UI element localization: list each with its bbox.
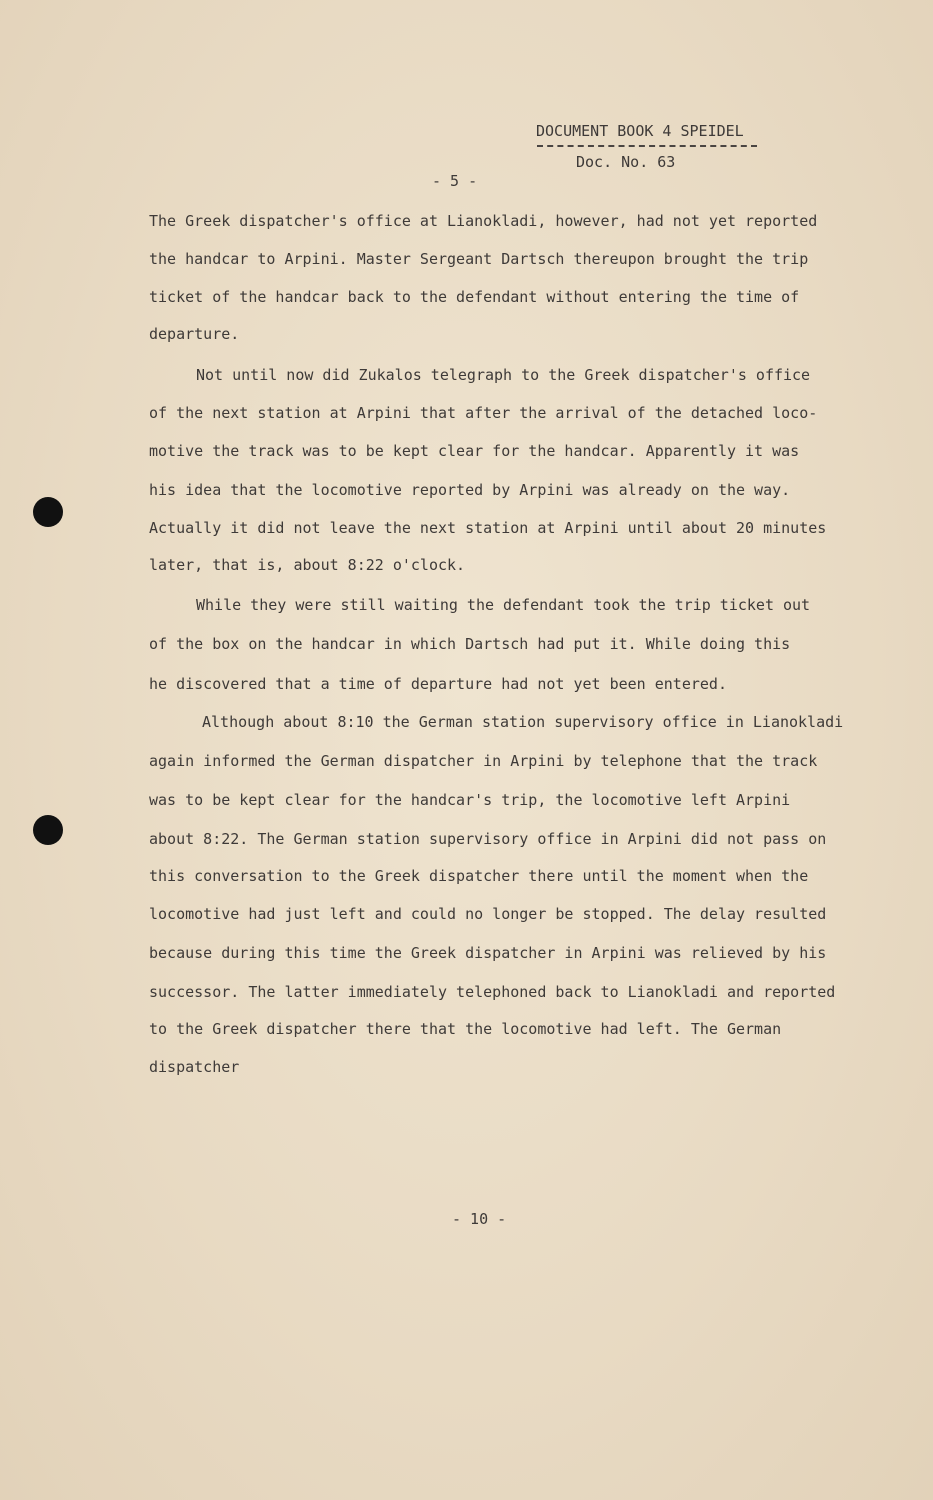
body-line: the handcar to Arpini. Master Sergeant Dartsch thereupon brought the trip	[149, 250, 809, 268]
body-line: locomotive had just left and could no longer be stopped. The delay resulted	[149, 905, 827, 923]
body-line: The Greek dispatcher's office at Lianokladi, however, had not yet reported	[149, 212, 818, 230]
document-book-title: DOCUMENT BOOK 4 SPEIDEL	[536, 122, 744, 140]
punch-hole	[33, 815, 63, 845]
title-underline	[537, 145, 757, 147]
body-line: motive the track was to be kept clear for the handcar. Apparently it was	[149, 442, 800, 460]
body-line: departure.	[149, 325, 240, 343]
body-line: his idea that the locomotive reported by Arpini was already on the way.	[149, 481, 791, 499]
body-line: Not until now did Zukalos telegraph to the Greek dispatcher's office	[196, 366, 811, 384]
body-line: he discovered that a time of departure had not yet been entered.	[149, 675, 727, 693]
body-line: While they were still waiting the defendant took the trip ticket out	[196, 596, 811, 614]
page-number: - 10 -	[452, 1210, 507, 1228]
body-line: to the Greek dispatcher there that the locomotive had left. The German	[149, 1020, 782, 1038]
punch-hole	[33, 497, 63, 527]
body-line: Although about 8:10 the German station supervisory office in Lianokladi	[202, 713, 844, 731]
body-line: about 8:22. The German station supervisory office in Arpini did not pass on	[149, 830, 827, 848]
body-line: later, that is, about 8:22 o'clock.	[149, 556, 466, 574]
body-line: because during this time the Greek dispatcher in Arpini was relieved by his	[149, 944, 827, 962]
body-line: again informed the German dispatcher in Arpini by telephone that the track	[149, 752, 818, 770]
body-line: was to be kept clear for the handcar's trip, the locomotive left Arpini	[149, 791, 791, 809]
original-page-number: - 5 -	[432, 172, 478, 190]
body-line: dispatcher	[149, 1058, 240, 1076]
body-line: of the box on the handcar in which Dartsch had put it. While doing this	[149, 635, 791, 653]
body-line: Actually it did not leave the next station at Arpini until about 20 minutes	[149, 519, 827, 537]
document-number: Doc. No. 63	[576, 153, 676, 171]
body-line: this conversation to the Greek dispatcher there until the moment when the	[149, 867, 809, 885]
body-line: ticket of the handcar back to the defendant without entering the time of	[149, 288, 800, 306]
body-line: of the next station at Arpini that after the arrival of the detached loco-	[149, 404, 818, 422]
body-line: successor. The latter immediately telephoned back to Lianokladi and reported	[149, 983, 836, 1001]
